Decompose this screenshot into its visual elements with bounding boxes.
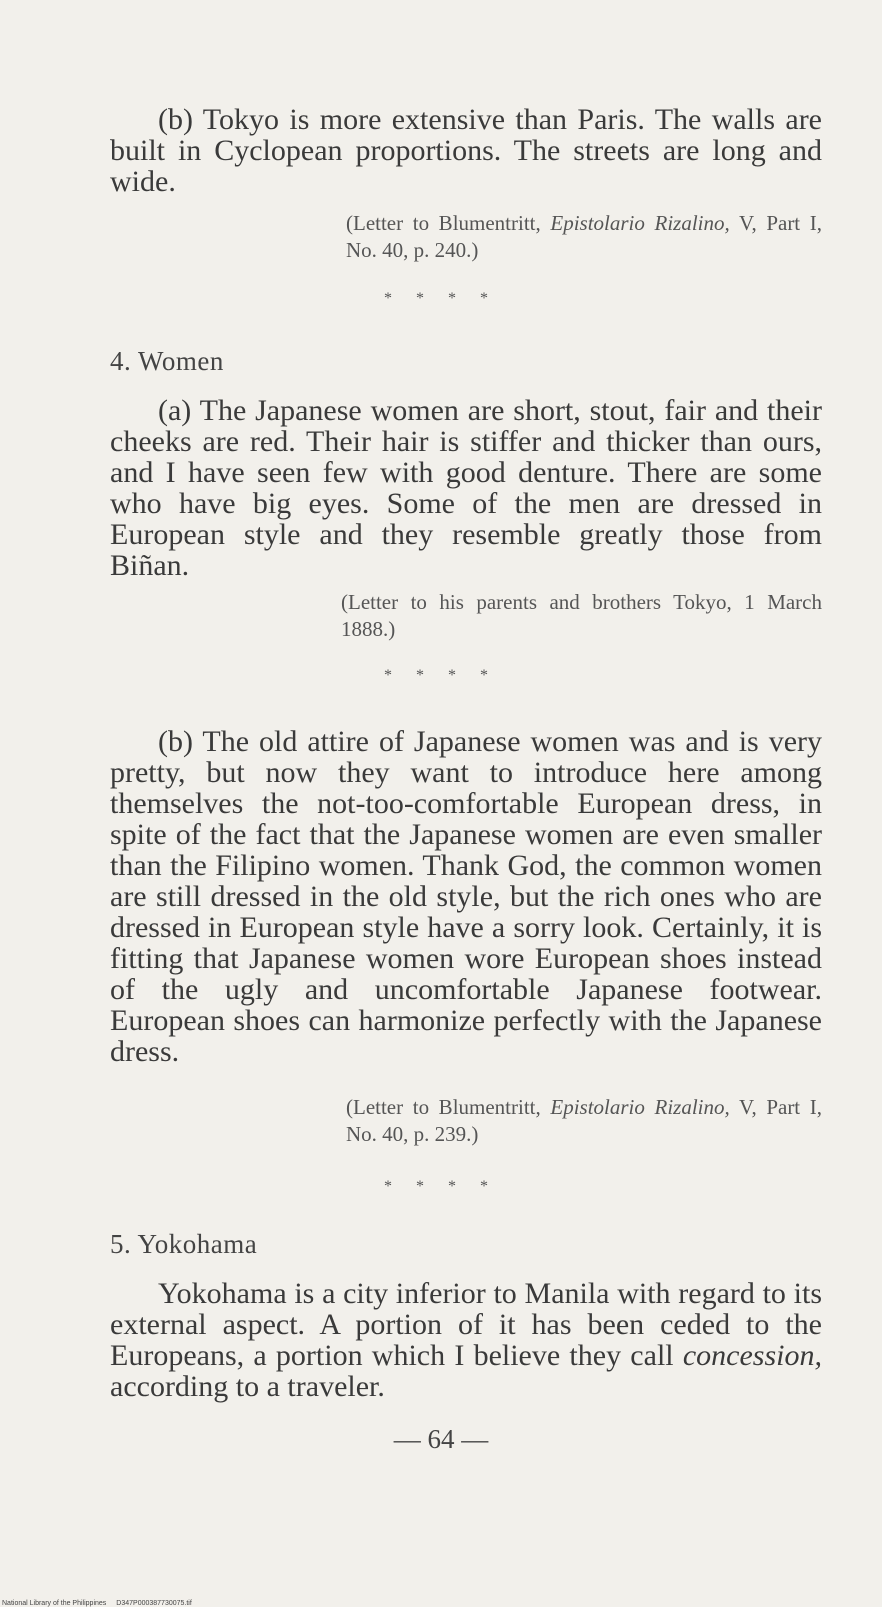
citation-blumentritt-p239: (Letter to Blumentritt, Epistolario Rizalino, V, Part I, No. 40, p. 239.): [346, 1095, 823, 1146]
section-separator: * * * *: [384, 1178, 498, 1195]
heading-yokohama: 5. Yokohama: [110, 1229, 258, 1259]
paragraph-women-b: (b) The old attire of Japanese women was and is very pretty, but now they want to introduce here among themselves the not-too-comfortable European dress, in spite of the fact that the Japanese women are even smaller than the Filipino women. Thank God, the common women are still dressed in the old style, but the rich ones who are dressed in European style have a sorry look. Certainly, it is fitting that Japanese women wore European shoes instead of the ugly and uncomfortable Japanese footwear. European shoes can harmonize perfectly with the Japanese dress.: [110, 725, 822, 1068]
scan-footer: [2, 1600, 192, 1607]
footer-library: National Library of the Philippines: [2, 1600, 107, 1607]
citation-blumentritt-p240: (Letter to Blumentritt, Epistolario Rizalino, V, Part I, No. 40, p. 240.): [346, 211, 823, 262]
paragraph-tokyo: (b) Tokyo is more extensive than Paris. The walls are built in Cyclopean proportions. The streets are long and wide.: [110, 103, 822, 198]
paragraph-women-a: (a) The Japanese women are short, stout, fair and their cheeks are red. Their hair is stiffer and thicker than ours, and I have seen few with good denture. There are some who have big eyes. Some of the men are dressed in European style and they resemble greatly those from Biñan.: [110, 394, 822, 582]
heading-women: 4. Women: [110, 346, 224, 376]
paragraph-yokohama: Yokohama is a city inferior to Manila with regard to its external aspect. A portion of it has been ceded to the Europeans, a portion which I believe they call concession, according to a traveler.: [110, 1277, 822, 1403]
page-number: — 64 —: [393, 1424, 489, 1454]
section-separator: * * * *: [384, 667, 498, 684]
section-separator: * * * *: [384, 290, 498, 307]
footer-image-code: D347P000387730075.tif: [116, 1600, 192, 1607]
citation-letter-parents: (Letter to his parents and brothers Tokyo, 1 March 1888.): [341, 590, 822, 641]
